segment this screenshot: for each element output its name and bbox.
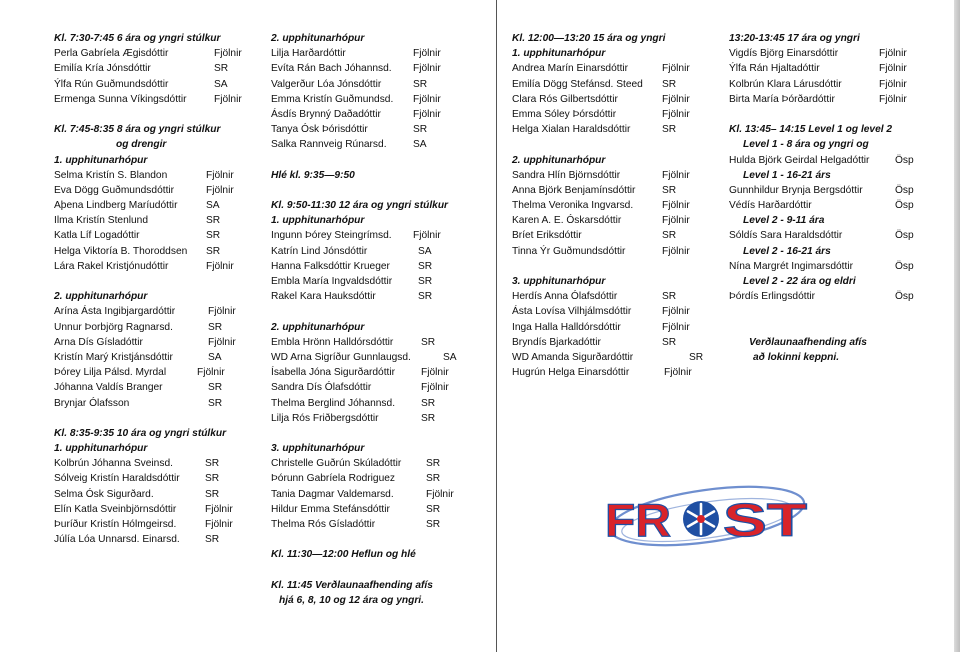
skater-name: Tanya Ósk Þórisdóttir	[271, 124, 368, 136]
club-name: SR	[662, 336, 677, 348]
skater-name: Ýlfa Rán Hjaltadóttir	[729, 63, 820, 75]
skater-row	[271, 456, 457, 471]
skater-row	[512, 304, 703, 319]
skater-name: Emilía Kría Jónsdóttir	[54, 63, 151, 75]
skater-row	[54, 183, 242, 198]
skater-name: Sóldís Sara Haraldsdóttir	[729, 230, 843, 242]
club-name: Fjölnir	[205, 519, 233, 530]
club-name: SR	[205, 458, 220, 470]
club-name: SR	[662, 291, 677, 303]
section-heading: Level 1 - 8 ára og yngri og	[743, 139, 869, 151]
skater-name: Anna Björk Benjamínsdóttir	[512, 184, 636, 196]
skater-name: Brynjar Ólafsson	[54, 397, 130, 409]
skater-name: Emma Kristín Guðmundsd.	[271, 93, 394, 105]
spacer	[271, 304, 457, 319]
skater-name: Herdís Anna Ólafsdóttir	[512, 291, 618, 303]
club-name: SA	[214, 78, 228, 90]
club-name: Fjölnir	[413, 230, 441, 242]
skater-name: Valgerður Lóa Jónsdóttir	[271, 78, 382, 90]
skater-name: Tania Dagmar Valdemarsd.	[271, 488, 394, 500]
skater-name: Selma Ósk Sigurðard.	[54, 488, 154, 500]
section-heading: Kl. 12:00—13:20 15 ára og yngri	[512, 33, 666, 44]
skater-row	[54, 168, 242, 183]
skater-row	[271, 289, 457, 304]
club-name: SR	[418, 276, 433, 287]
club-name: SA	[208, 351, 222, 363]
skater-name: Sólveig Kristín Haraldsdóttir	[54, 473, 180, 485]
skater-name: Ingunn Þórey Steingrímsd.	[271, 230, 392, 242]
skater-name: Ýlfa Rún Guðmundsdóttir	[54, 78, 169, 90]
section-heading: Level 2 - 22 ára og eldri	[743, 276, 856, 287]
skater-row	[729, 289, 914, 304]
club-name: SR	[421, 397, 436, 409]
section-heading: Kl. 13:45– 14:15 Level 1 og level 2	[729, 124, 893, 136]
skater-row	[271, 517, 457, 532]
club-name: SR	[662, 78, 677, 90]
club-name: Ösp	[895, 230, 914, 242]
skater-name: Lilja Rós Friðbergsdóttir	[271, 412, 379, 424]
skater-row	[271, 350, 457, 365]
club-name: SA	[206, 200, 220, 212]
club-name: Fjölnir	[662, 200, 690, 212]
skater-name: Emma Sóley Þórsdóttir	[512, 108, 617, 120]
club-name: SR	[214, 63, 229, 75]
club-name: SR	[208, 382, 223, 394]
spacer	[54, 411, 242, 426]
skater-name: Bryndís Bjarkadóttir	[512, 336, 601, 348]
skater-row	[729, 198, 914, 213]
club-name: SR	[413, 124, 428, 136]
skater-row	[512, 77, 703, 92]
club-name: Fjölnir	[208, 306, 236, 318]
group-heading: og drengir	[116, 139, 167, 151]
club-name: Fjölnir	[206, 260, 234, 272]
skater-name: Thelma Berglind Jóhannsd.	[271, 397, 396, 409]
club-name: Fjölnir	[421, 382, 449, 394]
group-heading: 2. upphitunarhópur	[512, 154, 606, 166]
skater-name: Gunnhildur Brynja Bergsdóttir	[729, 184, 863, 196]
club-name: Fjölnir	[662, 321, 690, 333]
section-heading: 13:20-13:45 17 ára og yngri	[729, 33, 860, 44]
skater-name: Katrín Lind Jónsdóttir	[271, 245, 368, 257]
skater-name: Birta María Þórðardóttir	[729, 93, 835, 105]
skater-name: Lilja Harðardóttir	[271, 48, 346, 60]
skater-row	[729, 77, 914, 92]
club-name: Fjölnir	[421, 367, 449, 379]
skater-row	[729, 92, 914, 107]
section-heading: Kl. 9:50-11:30 12 ára og yngri stúlkur	[271, 200, 449, 212]
skater-row	[271, 335, 457, 350]
club-name: SR	[426, 503, 441, 515]
spacer	[271, 563, 457, 578]
section-heading: Kl. 7:45-8:35 8 ára og yngri stúlkur	[54, 124, 221, 136]
club-name: Fjölnir	[662, 306, 690, 318]
skater-row	[271, 380, 457, 395]
skater-name: Kristín Marý Kristjánsdóttir	[54, 351, 173, 363]
skater-name: Karen A. E. Óskarsdóttir	[512, 215, 622, 227]
skater-name: Jóhanna Valdís Branger	[54, 382, 163, 394]
skater-row	[271, 471, 457, 486]
club-name: Fjölnir	[662, 93, 690, 105]
skater-row	[271, 244, 457, 259]
group-heading: 2. upphitunarhópur	[54, 291, 148, 303]
club-name: SA	[443, 351, 457, 363]
group-heading: 2. upphitunarhópur	[271, 33, 365, 44]
skater-row	[54, 213, 242, 228]
skater-row	[512, 107, 703, 122]
section-heading: Kl. 11:45 Verðlaunaafhending afís	[271, 579, 433, 591]
skater-row	[271, 396, 457, 411]
section-heading: Kl. 11:30—12:00 Heflun og hlé	[271, 549, 416, 561]
skater-name: Þórunn Gabríela Rodriguez	[271, 473, 396, 485]
skater-name: Védís Harðardóttir	[729, 200, 812, 212]
skater-name: Kolbrún Jóhanna Sveinsd.	[54, 458, 173, 470]
skater-row	[54, 456, 242, 471]
skater-name: Hildur Emma Stefánsdóttir	[271, 503, 390, 515]
skater-row	[54, 487, 242, 502]
spacer	[271, 183, 457, 198]
skater-name: Thelma Rós Gísladóttir	[271, 519, 376, 530]
skater-row	[54, 92, 242, 107]
skater-row	[54, 517, 242, 532]
club-name: Fjölnir	[214, 93, 242, 105]
skater-row	[271, 487, 457, 502]
skater-name: Aþena Lindberg Maríudóttir	[54, 200, 178, 212]
club-name: SR	[426, 473, 441, 485]
skater-name: Ásta Lovísa Vilhjálmsdóttir	[512, 306, 632, 318]
skater-row	[271, 77, 457, 92]
skater-name: WD Amanda Sigurðardóttir	[512, 351, 634, 363]
skater-name: Vigdís Björg Einarsdóttir	[729, 48, 839, 60]
skater-row	[271, 502, 457, 517]
club-name: Fjölnir	[879, 48, 907, 60]
skater-name: Helga Xialan Haraldsdóttir	[512, 124, 631, 136]
skater-row	[271, 228, 457, 243]
skater-row	[512, 213, 703, 228]
skater-row	[54, 335, 242, 350]
skater-row	[54, 244, 242, 259]
skater-row	[271, 411, 457, 426]
skater-row	[54, 46, 242, 61]
club-name: SR	[205, 534, 220, 546]
spacer	[729, 320, 914, 335]
skater-name: Selma Kristín S. Blandon	[54, 169, 168, 181]
spacer	[271, 153, 457, 168]
club-name: Ösp	[895, 154, 914, 166]
skater-name: Elín Katla Sveinbjörnsdóttir	[54, 503, 177, 515]
skater-row	[271, 46, 457, 61]
skater-row	[54, 471, 242, 486]
skater-name: Arna Dís Gísladóttir	[54, 336, 143, 348]
skater-row	[54, 502, 242, 517]
skater-row	[729, 153, 914, 168]
skater-row	[271, 259, 457, 274]
club-name: Fjölnir	[662, 215, 690, 227]
club-name: Ösp	[895, 291, 914, 303]
skater-name: Hulda Björk Geirdal Helgadóttir	[729, 154, 870, 166]
club-name: Fjölnir	[206, 169, 234, 181]
section-heading: Kl. 7:30-7:45 6 ára og yngri stúlkur	[54, 33, 221, 44]
group-heading: 1. upphitunarhópur	[54, 443, 148, 455]
skater-name: Evíta Rán Bach Jóhannsd.	[271, 63, 392, 75]
club-name: SR	[426, 519, 441, 530]
skater-name: Katla Líf Logadóttir	[54, 230, 140, 242]
skater-row	[54, 77, 242, 92]
skater-row	[271, 122, 457, 137]
skater-name: Nína Margrét Ingimarsdóttir	[729, 260, 853, 272]
skater-name: Júlía Lóa Unnarsd. Einarsd.	[54, 534, 180, 546]
skater-row	[54, 228, 242, 243]
skater-name: Ásdís Brynný Daðadóttir	[271, 108, 381, 120]
section-heading: Verðlaunaafhending afís	[749, 336, 867, 348]
club-name: Fjölnir	[214, 48, 242, 60]
skater-row	[512, 228, 703, 243]
skater-row	[54, 365, 242, 380]
club-name: Fjölnir	[662, 245, 690, 257]
page-edge-shadow	[954, 0, 960, 652]
club-name: SR	[662, 230, 677, 242]
club-name: Fjölnir	[879, 63, 907, 75]
spacer	[512, 259, 703, 274]
skater-row	[271, 365, 457, 380]
skater-row	[729, 46, 914, 61]
skater-name: Ermenga Sunna Víkingsdóttir	[54, 93, 187, 105]
section-heading: Level 2 - 9-11 ára	[743, 215, 825, 227]
club-name: SR	[206, 215, 221, 227]
group-heading: 1. upphitunarhópur	[512, 48, 606, 60]
skater-name: Arína Ásta Ingibjargardóttir	[54, 306, 176, 318]
club-name: SR	[205, 473, 220, 485]
skater-name: Hugrún Helga Einarsdóttir	[512, 367, 630, 379]
skater-name: Eva Dögg Guðmundsdóttir	[54, 184, 175, 196]
skater-name: Þuríður Kristín Hólmgeirsd.	[54, 519, 177, 530]
club-name: Ösp	[895, 200, 914, 212]
logo-snowflake-icon	[683, 501, 719, 537]
group-heading: 1. upphitunarhópur	[271, 215, 365, 227]
skater-name: Clara Rós Gilbertsdóttir	[512, 93, 618, 105]
skater-row	[54, 320, 242, 335]
club-name: SR	[418, 291, 433, 303]
logo-text-right: ST	[723, 494, 807, 546]
skater-name: Thelma Veronika Ingvarsd.	[512, 200, 634, 212]
club-name: SR	[689, 351, 704, 363]
skater-name: Ísabella Jóna Sigurðardóttir	[271, 367, 396, 379]
skater-name: Sandra Hlín Björnsdóttir	[512, 169, 621, 181]
skater-row	[54, 380, 242, 395]
logo-text-left: FR	[605, 494, 671, 546]
club-name: Fjölnir	[426, 488, 454, 500]
club-name: SR	[426, 458, 441, 470]
schedule-column-2	[271, 31, 457, 608]
club-name: Fjölnir	[208, 336, 236, 348]
club-name: SR	[662, 124, 677, 136]
club-name: Fjölnir	[664, 367, 692, 379]
skater-row	[54, 198, 242, 213]
schedule-column-1	[54, 31, 242, 547]
schedule-column-3	[512, 31, 703, 380]
skater-name: Embla María Ingvaldsdóttir	[271, 276, 393, 287]
skater-row	[512, 350, 703, 365]
spacer	[54, 107, 242, 122]
spacer	[54, 274, 242, 289]
skater-row	[512, 122, 703, 137]
club-name: Fjölnir	[662, 108, 690, 120]
skater-name: Lára Rakel Kristjónudóttir	[54, 260, 169, 272]
section-heading: Level 2 - 16-21 árs	[743, 245, 831, 257]
skater-row	[512, 92, 703, 107]
skater-row	[512, 198, 703, 213]
skater-row	[271, 274, 457, 289]
skater-row	[54, 532, 242, 547]
club-name: SR	[208, 397, 223, 409]
skater-name: Bríet Eriksdóttir	[512, 230, 582, 242]
skater-name: Unnur Þorbjörg Ragnarsd.	[54, 321, 173, 333]
club-name: Ösp	[895, 260, 914, 272]
skater-name: Tinna Ýr Guðmundsdóttir	[512, 245, 626, 257]
skater-row	[512, 244, 703, 259]
skater-name: Hanna Falksdóttir Krueger	[271, 260, 390, 272]
group-heading: 2. upphitunarhópur	[271, 321, 365, 333]
skater-row	[512, 335, 703, 350]
club-name: Fjölnir	[662, 169, 690, 181]
skater-name: Embla Hrönn Halldórsdóttir	[271, 336, 394, 348]
club-name: SR	[421, 412, 436, 424]
club-name: Fjölnir	[879, 78, 907, 90]
skater-name: WD Arna Sigríður Gunnlaugsd.	[271, 351, 411, 363]
club-name: SR	[662, 184, 677, 196]
skater-row	[271, 107, 457, 122]
club-name: SR	[205, 488, 220, 500]
club-name: SR	[421, 336, 436, 348]
skater-row	[729, 228, 914, 243]
club-name: Fjölnir	[197, 367, 225, 379]
skater-row	[512, 365, 703, 380]
section-heading: Hlé kl. 9:35—9:50	[271, 169, 355, 181]
club-name: Fjölnir	[662, 63, 690, 75]
skater-name: Perla Gabríela Ægisdóttir	[54, 48, 169, 60]
spacer	[271, 532, 457, 547]
section-heading: Level 1 - 16-21 árs	[743, 169, 831, 181]
club-name: Fjölnir	[205, 503, 233, 515]
skater-row	[512, 320, 703, 335]
schedule-column-4	[729, 31, 914, 365]
spacer	[271, 426, 457, 441]
skater-row	[54, 259, 242, 274]
club-name: Fjölnir	[413, 48, 441, 60]
section-heading: Kl. 8:35-9:35 10 ára og yngri stúlkur	[54, 427, 227, 439]
section-heading: að lokinni keppni.	[753, 351, 840, 363]
skater-name: Ilma Kristín Stenlund	[54, 215, 148, 227]
section-heading: hjá 6, 8, 10 og 12 ára og yngri.	[279, 594, 424, 606]
skater-row	[512, 168, 703, 183]
skater-name: Kolbrún Klara Lárusdóttir	[729, 78, 842, 90]
club-name: SR	[208, 321, 223, 333]
skater-name: Helga Viktoría B. Thoroddsen	[54, 245, 188, 257]
skater-name: Andrea Marín Einarsdóttir	[512, 63, 629, 75]
club-name: SA	[418, 245, 432, 257]
spacer	[729, 107, 914, 122]
frost-logo	[603, 470, 813, 580]
spacer	[512, 137, 703, 152]
group-heading: 3. upphitunarhópur	[512, 276, 606, 287]
skater-row	[729, 259, 914, 274]
club-name: SR	[413, 78, 428, 90]
skater-row	[54, 304, 242, 319]
skater-row	[512, 289, 703, 304]
skater-row	[271, 137, 457, 152]
club-name: Fjölnir	[879, 93, 907, 105]
skater-row	[54, 350, 242, 365]
skater-row	[729, 61, 914, 76]
club-name: Fjölnir	[206, 184, 234, 196]
club-name: SR	[206, 230, 221, 242]
skater-row	[512, 183, 703, 198]
club-name: Fjölnir	[413, 63, 441, 75]
skater-row	[54, 61, 242, 76]
spacer	[729, 304, 914, 319]
club-name: SA	[413, 139, 427, 151]
skater-name: Inga Halla Halldórsdóttir	[512, 321, 621, 333]
skater-name: Þórdís Erlingsdóttir	[729, 291, 816, 303]
skater-row	[512, 61, 703, 76]
skater-name: Sandra Dís Ólafsdóttir	[271, 382, 372, 394]
club-name: SR	[206, 245, 221, 257]
skater-name: Christelle Guðrún Skúladóttir	[271, 458, 402, 470]
club-name: Ösp	[895, 184, 914, 196]
skater-name: Salka Rannveig Rúnarsd.	[271, 139, 387, 151]
skater-name: Þórey Lilja Pálsd. Myrdal	[54, 367, 167, 379]
club-name: SR	[418, 260, 433, 272]
club-name: Fjölnir	[413, 93, 441, 105]
skater-row	[729, 183, 914, 198]
group-heading: 3. upphitunarhópur	[271, 443, 365, 455]
skater-name: Rakel Kara Hauksdóttir	[271, 291, 376, 303]
skater-row	[271, 61, 457, 76]
skater-row	[271, 92, 457, 107]
skater-name: Emilía Dögg Stefánsd. Steed	[512, 78, 643, 90]
club-name: Fjölnir	[413, 108, 441, 120]
skater-row	[54, 396, 242, 411]
group-heading: 1. upphitunarhópur	[54, 154, 148, 166]
